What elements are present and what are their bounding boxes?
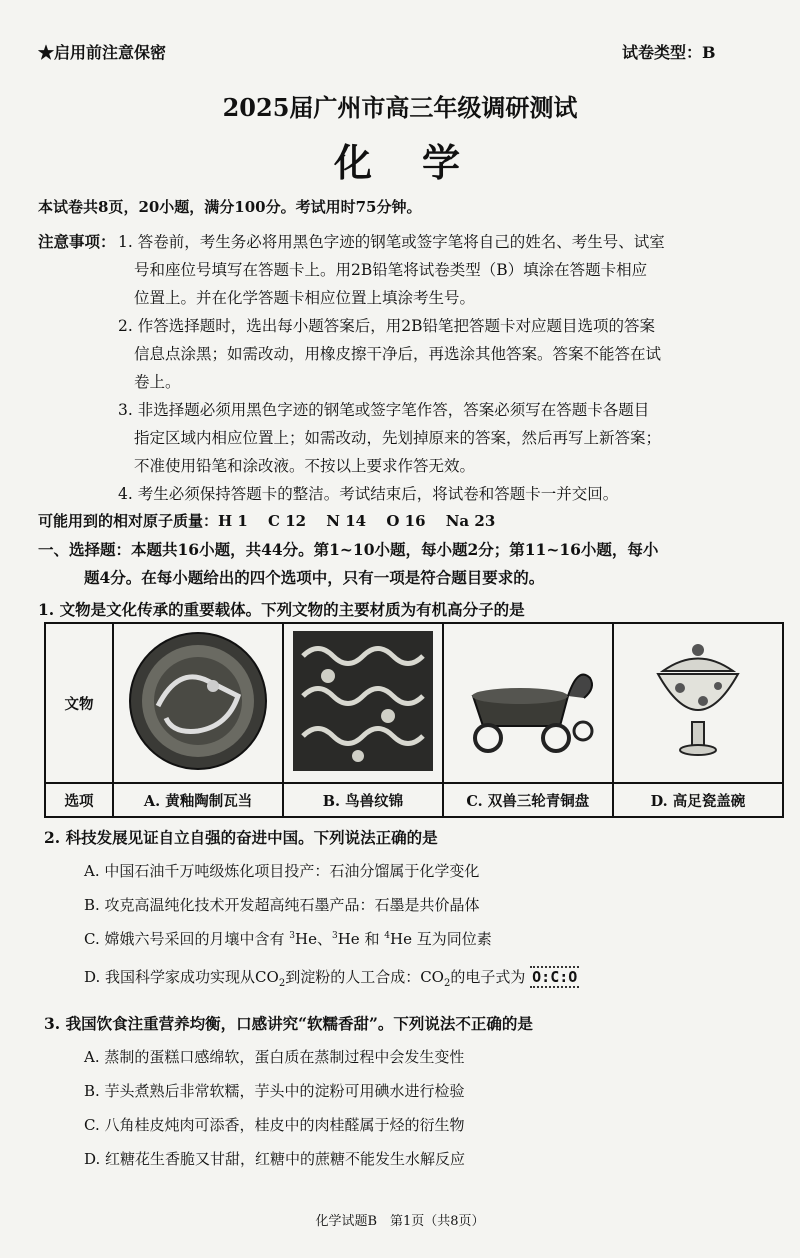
notice-item-1-line-3: 位置上。并在化学答题卡相应位置上填涂考生号。 — [134, 289, 476, 307]
notice-item-3-line-2: 指定区域内相应位置上；如需改动，先划掉原来的答案，然后再写上新答案； — [134, 429, 662, 447]
q2-c-he3-b: He — [337, 930, 360, 948]
q3-option-a: A. 蒸制的蛋糕口感绵软，蛋白质在蒸制过程中会发生变性 — [84, 1048, 465, 1066]
q3-option-b: B. 芋头煮熟后非常软糯，芋头中的淀粉可用碘水进行检验 — [84, 1082, 465, 1100]
notice-item-1-line-2: 号和座位号填写在答题卡上。用2B铅笔将试卷类型（B）填涂在答题卡相应 — [134, 261, 648, 279]
exam-title: 2025届广州市高三年级调研测试 — [222, 93, 578, 122]
q1-option-a: A. 黄釉陶制瓦当 — [113, 783, 283, 817]
q2-d-postfix: 的电子式为 — [450, 968, 526, 986]
q2-stem: 2. 科技发展见证自立自强的奋进中国。下列说法正确的是 — [44, 828, 438, 847]
exam-intro: 本试卷共8页，20小题，满分100分。考试用时75分钟。 — [38, 198, 422, 216]
co2-electron-formula: O:C:O — [532, 968, 578, 986]
glazed-tile-end-image — [118, 626, 278, 776]
q1-relic-table — [44, 622, 784, 818]
subject-title: 化 学 — [333, 140, 466, 185]
q2-c-he3-a-mass: 3 — [289, 931, 295, 941]
notice-item-2-line-3: 卷上。 — [134, 373, 181, 391]
q2-c-postfix: 互为同位素 — [416, 930, 492, 948]
q2-option-a: A. 中国石油千万吨级炼化项目投产：石油分馏属于化学变化 — [84, 862, 480, 880]
q2-option-b: B. 攻克高温纯化技术开发超高纯石墨产品：石墨是共价晶体 — [84, 896, 480, 914]
q2-c-sep: 、 — [316, 930, 332, 948]
atomic-masses: 可能用到的相对原子质量：H 1 C 12 N 14 O 16 Na 23 — [38, 512, 496, 530]
q1-row-label-relic: 文物 — [45, 623, 113, 783]
section-1-line-1: 一、选择题：本题共16小题，共44分。第1~10小题，每小题2分；第11~16小题，每小 — [38, 540, 659, 559]
q1-image-d — [613, 623, 783, 783]
q1-option-b: B. 鸟兽纹锦 — [283, 783, 443, 817]
notice-item-2-line-2: 信息点涂黑；如需改动，用橡皮擦干净后，再选涂其他答案。答案不能答在试 — [134, 345, 662, 363]
q1-image-c — [443, 623, 613, 783]
q3-option-c: C. 八角桂皮炖肉可添香，桂皮中的肉桂醛属于烃的衍生物 — [84, 1116, 465, 1134]
q2-c-he4: He — [390, 930, 412, 948]
q2-c-he3-a: He — [295, 930, 317, 948]
notice-label: 注意事项： — [38, 232, 116, 251]
q1-image-a — [113, 623, 283, 783]
q2-d-sub-2: 2 — [443, 978, 451, 989]
q2-c-he4-mass: 4 — [384, 931, 390, 941]
q2-option-c — [84, 928, 492, 949]
q3-option-d: D. 红糖花生香脆又甘甜，红糖中的蔗糖不能发生水解反应 — [84, 1150, 466, 1168]
q2-c-prefix: C. 嫦娥六号采回的月壤中含有 — [84, 930, 285, 948]
bronze-tray-image — [448, 626, 608, 776]
bird-beast-brocade-image — [288, 626, 438, 776]
q3-stem: 3. 我国饮食注重营养均衡，口感讲究“软糯香甜”。下列说法不正确的是 — [44, 1014, 533, 1033]
notice-item-4: 4. 考生必须保持答题卡的整洁。考试结束后，将试卷和答题卡一并交回。 — [118, 485, 619, 503]
notice-item-3-line-1: 3. 非选择题必须用黑色字迹的钢笔或签字笔作答，答案必须写在答题卡各题目 — [118, 401, 650, 419]
q2-d-middle: 到淀粉的人工合成：CO — [285, 968, 444, 986]
q1-row-label-option: 选项 — [45, 783, 113, 817]
q2-d-prefix: D. 我国科学家成功实现从CO — [84, 968, 279, 986]
q1-image-b — [283, 623, 443, 783]
q1-stem: 1. 文物是文化传承的重要载体。下列文物的主要材质为有机高分子的是 — [38, 600, 525, 619]
notice-item-3-line-3: 不准使用铅笔和涂改液。不按以上要求作答无效。 — [134, 457, 476, 475]
confidential-mark: ★启用前注意保密 — [38, 43, 167, 62]
q1-option-d: D. 高足瓷盖碗 — [613, 783, 783, 817]
covered-bowl-image — [618, 626, 778, 776]
notice-item-2-line-1: 2. 作答选择题时，选出每小题答案后，用2B铅笔把答题卡对应题目选项的答案 — [118, 317, 655, 335]
paper-type: 试卷类型：B — [622, 43, 716, 62]
q1-option-c: C. 双兽三轮青铜盘 — [443, 783, 613, 817]
page-footer: 化学试题B 第1页（共8页） — [315, 1214, 485, 1229]
q2-option-d — [84, 966, 579, 989]
q2-c-he3-b-mass: 3 — [331, 931, 338, 941]
section-1-line-2: 题4分。在每小题给出的四个选项中，只有一项是符合题目要求的。 — [84, 568, 545, 587]
q2-d-sub-1: 2 — [278, 978, 286, 989]
notice-item-1-line-1: 1. 答卷前，考生务必将用黑色字迹的钢笔或签字笔将自己的姓名、考生号、试室 — [118, 233, 665, 251]
q2-c-and: 和 — [364, 930, 380, 948]
